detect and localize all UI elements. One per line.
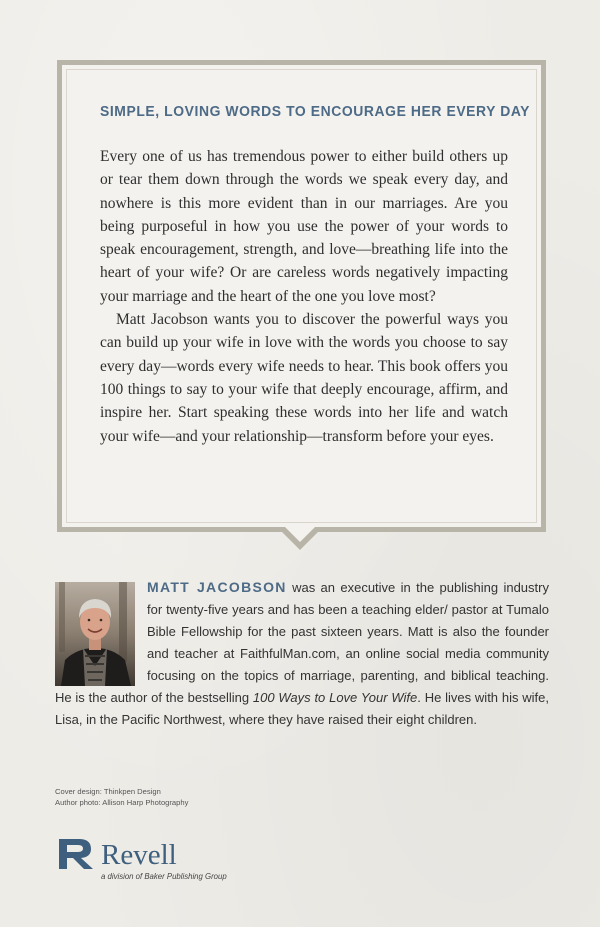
- author-bio-text-1: was an executive in the publishing industry for twenty-five years and has been a teaching elder/ pastor at Tumalo Bible Fellowship for the past sixteen years. Matt is also the founder and teacher at FaithfulMan.com, an online social media community focusing on the topics of marriage, parenting, and biblical teaching. He is the author of the bestselling: [55, 580, 549, 705]
- cover-design-credit: Cover design: Thinkpen Design: [55, 787, 161, 796]
- credits: [55, 787, 188, 808]
- author-photo-credit: Author photo: Allison Harp Photography: [55, 797, 189, 807]
- blurb-paragraph-2: Matt Jacobson wants you to discover the powerful ways you can build up your wife in love with the words you choose to say every day—words every wife needs to hear. This book offers you 100 things to say to your wife that deeply encourage, affirm, and inspire her. Start speaking these words into her life and watch your wife—and your relationship—transform before your eyes.: [100, 311, 508, 445]
- blurb-paragraph-1: Every one of us has tremendous power to either build others up or tear them down through the words we speak every day, and nowhere is this more evident than in our marriages. Are you being purposeful in how you use the power of your words to speak encouragement, strength, and love—breathing life into the heart of your wife? Or are careless words negatively impacting your marriage and the heart of the one you love most?: [100, 148, 508, 305]
- author-name: MATT JACOBSON: [147, 579, 287, 595]
- publisher-name: Revell: [101, 839, 177, 871]
- author-portrait-image: [55, 582, 135, 686]
- author-bio-text-2: . He lives with his wife, Lisa, in the Pacific Northwest, where they have raised their eight children.: [55, 690, 549, 727]
- author-photo: [55, 582, 135, 686]
- blurb: [100, 145, 508, 448]
- author-book-title: 100 Ways to Love Your Wife: [252, 690, 418, 705]
- publisher-logo: [55, 835, 255, 885]
- publisher-tagline: a division of Baker Publishing Group: [101, 872, 227, 881]
- headline: SIMPLE, LOVING WORDS TO ENCOURAGE HER EVERY DAY: [100, 104, 531, 120]
- frame-notch-inner: [284, 526, 316, 542]
- revell-logo-icon: [55, 835, 99, 871]
